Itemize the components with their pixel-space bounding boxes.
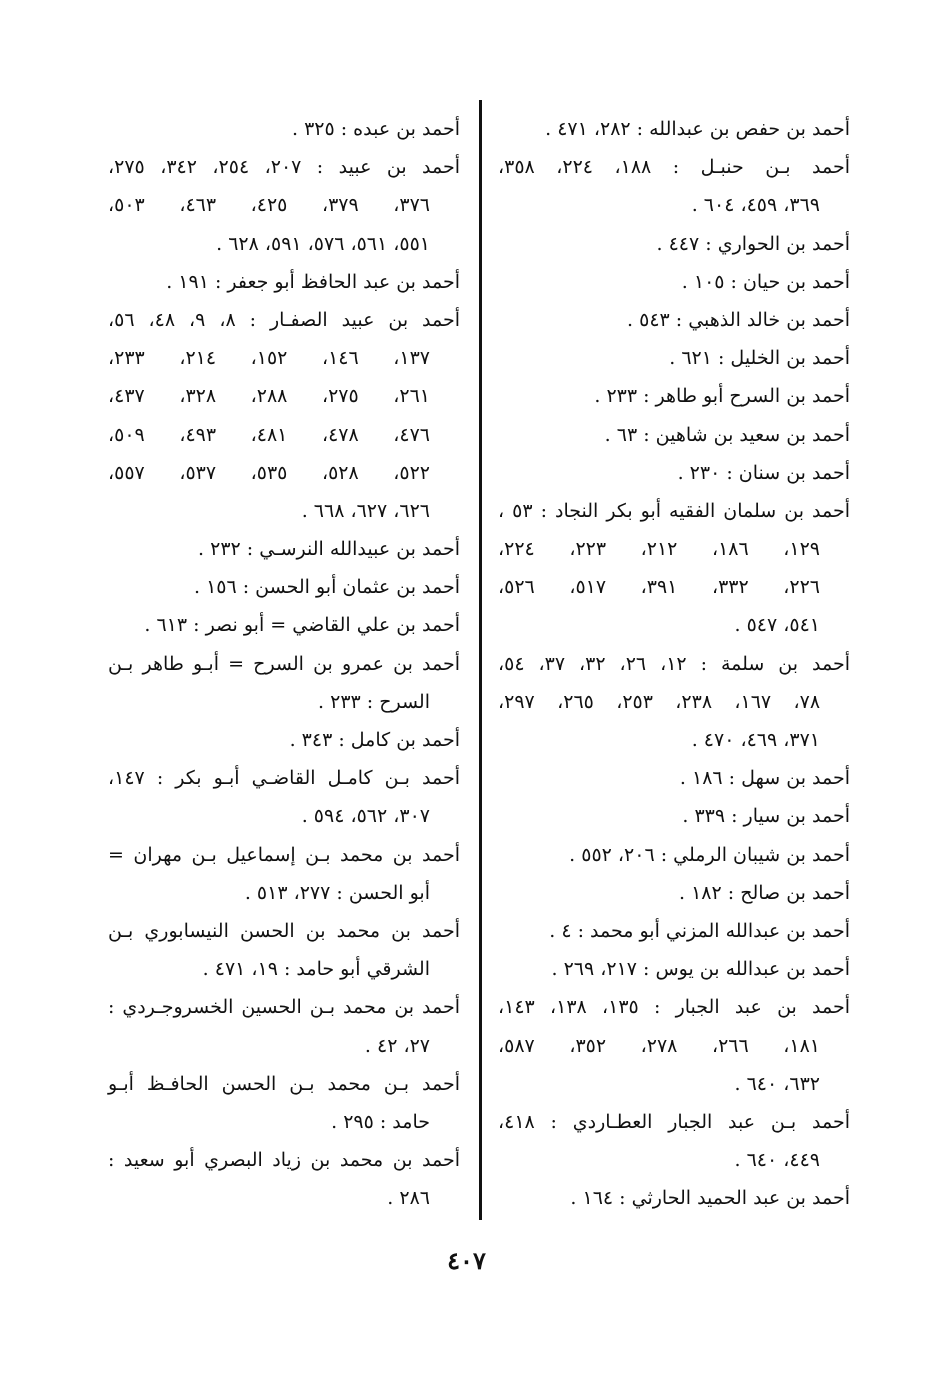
index-entry	[498, 1179, 850, 1217]
index-column-left	[108, 110, 460, 1217]
index-entry	[108, 759, 460, 835]
index-entry	[498, 797, 850, 835]
entry-heading-line: أحمد بن عبد الجبار : ١٣٥، ١٣٨، ١٤٣،	[498, 996, 851, 1019]
index-entry	[498, 225, 850, 263]
entry-heading-line: أحمد بن حيان : ١٠٥ .	[681, 270, 850, 293]
column-divider	[479, 100, 482, 1220]
entry-heading-line: أحمد بن شيبان الرملي : ٢٠٦، ٥٥٢ .	[569, 843, 850, 866]
index-entry	[108, 1065, 460, 1141]
entry-continuation-line: ٣٧١، ٤٦٩، ٤٧٠ .	[691, 729, 820, 751]
entry-continuation-line: ٢٨٦ .	[387, 1187, 430, 1210]
index-entry	[498, 874, 850, 912]
index-entry	[108, 645, 460, 721]
entry-heading-line: أحمد بن سلمان الفقيه أبو بكر النجاد : ٥٣ ،	[498, 499, 850, 522]
entry-continuation-line: ٤٤٩، ٦٤٠ .	[734, 1149, 820, 1172]
index-entry	[498, 759, 850, 797]
entry-continuation-line: حامد : ٢٩٥ .	[331, 1110, 430, 1133]
entry-continuation-line: ٥٤١، ٥٤٧ .	[734, 614, 820, 637]
entry-continuation-line: ٢٦١، ٢٧٥، ٢٨٨، ٣٢٨، ٤٣٧،	[108, 385, 431, 408]
entry-continuation-line: ٤٧٦، ٤٧٨، ٤٨١، ٤٩٣، ٥٠٩،	[108, 423, 431, 446]
entry-heading-line: أحمد بن عثمان أبو الحسن : ١٥٦ .	[193, 576, 460, 599]
entry-heading-line: أحمد بن سيار : ٣٣٩ .	[682, 805, 850, 828]
index-entry	[498, 377, 850, 415]
entry-continuation-line: ٥٥١، ٥٦١، ٥٧٦، ٥٩١، ٦٢٨ .	[216, 232, 430, 255]
index-entry	[498, 950, 850, 988]
entry-heading-line: أحمد بن محمد بـن الحسين الخسروجـردي :	[108, 996, 460, 1019]
entry-continuation-line: ٦٣٢، ٦٤٠ .	[734, 1072, 820, 1095]
entry-heading-line: أحمد بن عبيد : ٢٠٧، ٢٥٤، ٣٤٢، ٢٧٥،	[108, 156, 461, 179]
index-entry	[108, 263, 460, 301]
entry-continuation-line: ٢٧، ٤٢ .	[364, 1034, 430, 1057]
entry-continuation-line: ٦٢٦، ٦٢٧، ٦٦٨ .	[301, 499, 430, 522]
index-entry	[498, 263, 850, 301]
entry-continuation-line: ٣٠٧، ٥٦٢، ٥٩٤ .	[301, 805, 430, 828]
entry-continuation-line: ٧٨، ١٦٧، ٢٣٨، ٢٥٣، ٢٦٥، ٢٩٧،	[498, 690, 821, 713]
entry-heading-line: أحمد بن عبيدالله النرسـي : ٢٣٢ .	[198, 538, 460, 561]
entry-heading-line: أحمد بن عبيد الصفـار : ٨، ٩، ٤٨، ٥٦،	[108, 308, 461, 331]
entry-heading-line: أحمد بن سلمة : ١٢، ٢٦، ٣٢، ٣٧، ٥٤،	[498, 652, 850, 675]
entry-heading-line: أحمد بن عبدالله المزني أبو محمد : ٤ .	[549, 919, 850, 942]
index-entry	[108, 912, 460, 988]
index-entry	[498, 492, 850, 645]
index-entry	[108, 110, 460, 148]
entry-heading-line: أحمد بن سعيد بن شاهين : ٦٣ .	[604, 423, 850, 446]
entry-continuation-line: ٣٧٦، ٣٧٩، ٤٢٥، ٤٦٣، ٥٠٣،	[108, 194, 431, 217]
entry-continuation-line: ١٨١، ٢٦٦، ٢٧٨، ٣٥٢، ٥٨٧،	[498, 1034, 821, 1057]
entry-heading-line: أحمد بـن عبد الجبار العطـاردي : ٤١٨،	[498, 1110, 850, 1133]
index-entry	[498, 645, 850, 760]
entry-heading-line: أحمد بن عمرو بن السرح = أبـو طاهر بـن	[108, 652, 460, 675]
index-entry	[108, 606, 460, 644]
entry-heading-line: أحمد بن حفص بن عبدالله : ٢٨٢، ٤٧١ .	[545, 118, 850, 140]
entry-continuation-line: ٣٦٩، ٤٥٩، ٦٠٤ .	[691, 194, 820, 217]
entry-heading-line: أحمد بن عبد الحافظ أبو جعفر : ١٩١ .	[166, 270, 460, 293]
entry-heading-line: أحمد بن الخليل : ٦٢١ .	[669, 347, 850, 370]
entry-continuation-line: السرح : ٢٣٣ .	[318, 690, 430, 713]
entry-heading-line: أحمد بن سنان : ٢٣٠ .	[677, 461, 850, 484]
entry-heading-line: أحمد بن سهل : ١٨٦ .	[679, 767, 850, 790]
index-entry	[108, 148, 460, 263]
entry-continuation-line: ٢٢٦، ٣٣٢، ٣٩١، ٥١٧، ٥٢٦،	[498, 576, 821, 599]
entry-heading-line: أحمد بن علي القاضي = أبو نصر : ٦١٣ .	[144, 614, 460, 637]
index-entry	[498, 416, 850, 454]
index-entry	[108, 301, 460, 530]
entry-heading-line: أحمد بـن حنبـل : ١٨٨، ٢٢٤، ٣٥٨،	[498, 156, 851, 179]
entry-heading-line: أحمد بن كامل : ٣٤٣ .	[289, 729, 460, 751]
index-entry	[498, 301, 850, 339]
entry-heading-line: أحمد بن محمد بن زياد البصري أبو سعيد :	[108, 1149, 460, 1172]
entry-heading-line: أحمد بن الحواري : ٤٤٧ .	[656, 232, 850, 255]
page-number: ٤٠٧	[447, 1246, 486, 1275]
index-entry	[498, 836, 850, 874]
entry-heading-line: أحمد بـن كامـل القاضـي أبـو بكر : ١٤٧،	[108, 767, 460, 790]
index-entry	[108, 988, 460, 1064]
entry-heading-line: أحمد بن خالد الذهبي : ٥٤٣ .	[627, 308, 850, 331]
index-column-right	[498, 110, 850, 1217]
index-entry	[498, 1103, 850, 1179]
index-entry	[498, 912, 850, 950]
entry-continuation-line: الشرقي أبو حامد : ١٩، ٤٧١ .	[202, 958, 430, 981]
index-entry	[498, 148, 850, 224]
entry-heading-line: أحمد بن عبدالله بن يوس : ٢١٧، ٢٦٩ .	[551, 958, 850, 981]
index-entry	[498, 110, 850, 148]
entry-heading-line: أحمد بن محمد بن الحسن النيسابوري بـن	[108, 919, 460, 942]
entry-heading-line: أحمد بن محمد بـن إسماعيل بـن مهران =	[108, 843, 460, 866]
index-entry	[108, 721, 460, 759]
index-entry	[108, 568, 460, 606]
entry-heading-line: أحمد بن عبده : ٣٢٥ .	[291, 118, 460, 140]
index-entry	[498, 988, 850, 1103]
entry-heading-line: أحمد بـن محمد بـن الحسن الحافـظ أبـو	[108, 1072, 460, 1095]
entry-heading-line: أحمد بن السرح أبو طاهر : ٢٣٣ .	[594, 385, 850, 408]
index-entry	[498, 339, 850, 377]
index-entry	[108, 1141, 460, 1217]
entry-continuation-line: ٥٢٢، ٥٢٨، ٥٣٥، ٥٣٧، ٥٥٧،	[108, 461, 431, 484]
entry-continuation-line: ١٣٧، ١٤٦، ١٥٢، ٢١٤، ٢٣٣،	[108, 347, 431, 370]
index-entry	[108, 836, 460, 912]
entry-continuation-line: أبو الحسن : ٢٧٧، ٥١٣ .	[244, 881, 430, 904]
index-entry	[498, 454, 850, 492]
entry-heading-line: أحمد بن صالح : ١٨٢ .	[679, 881, 850, 904]
entry-heading-line: أحمد بن عبد الحميد الحارثي : ١٦٤ .	[570, 1187, 850, 1210]
entry-continuation-line: ١٢٩، ١٨٦، ٢١٢، ٢٢٣، ٢٢٤،	[498, 538, 821, 561]
index-entry	[108, 530, 460, 568]
